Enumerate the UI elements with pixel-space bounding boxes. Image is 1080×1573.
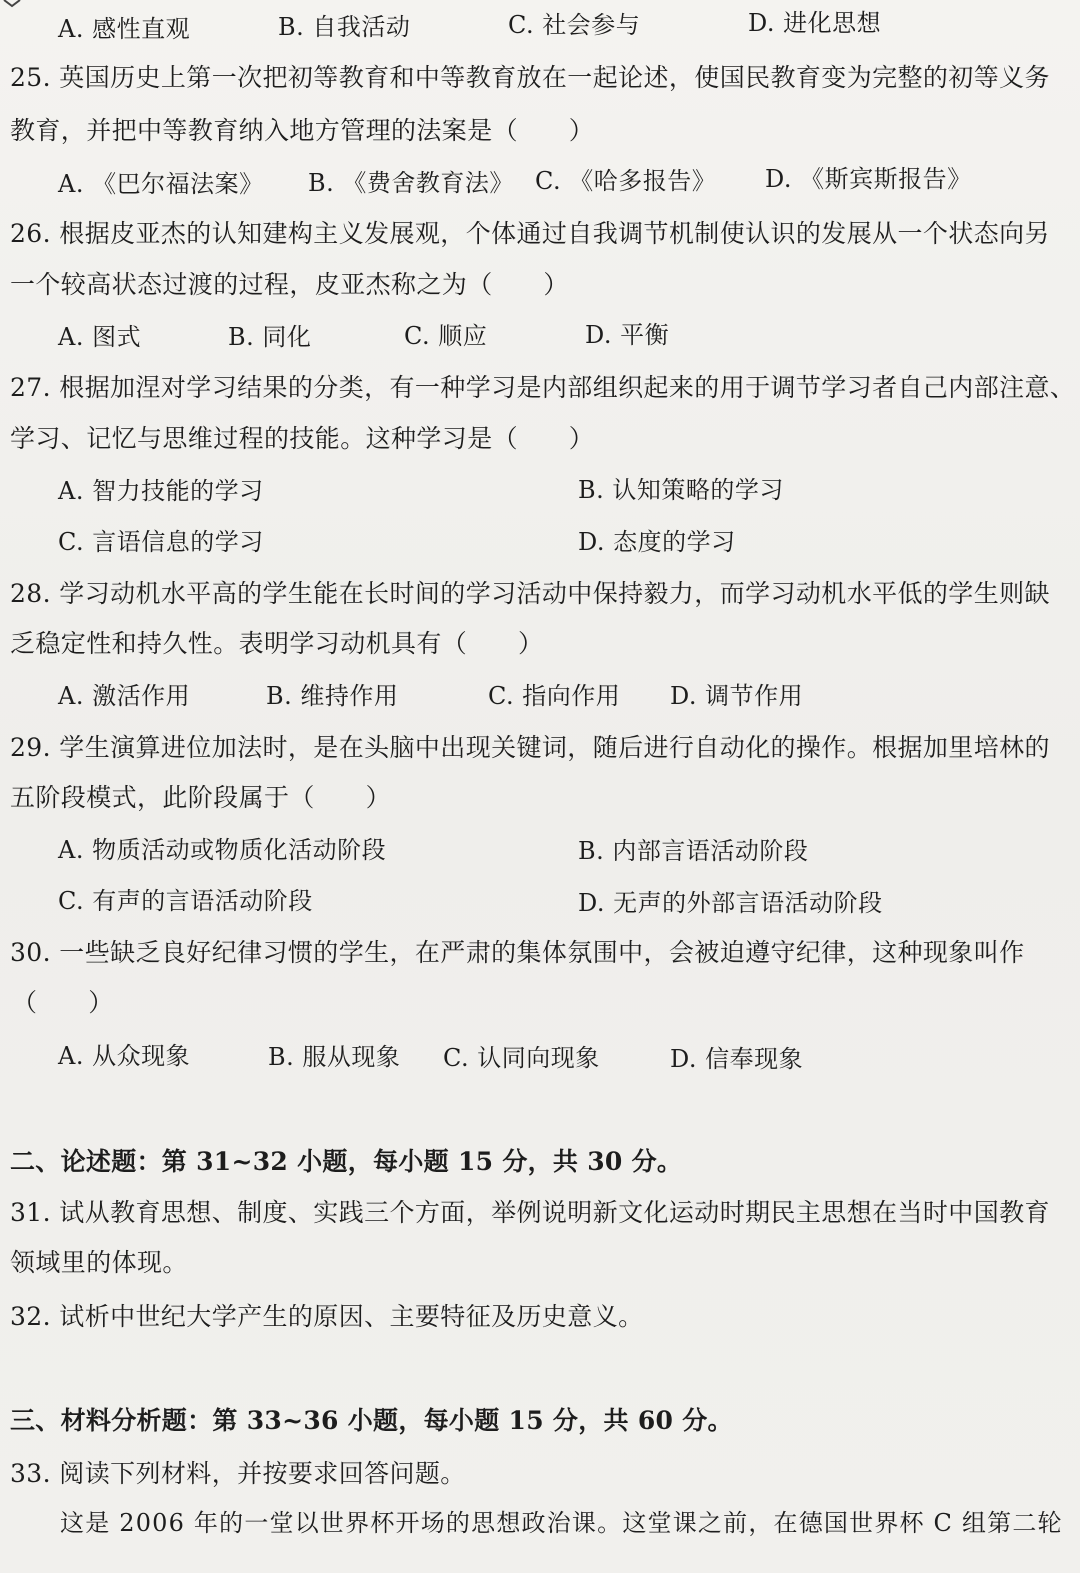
- q30-stem-line1: 30. 一些缺乏良好纪律习惯的学生，在严肃的集体氛围中，会被迫遵守纪律，这种现象叫作: [10, 938, 1025, 967]
- q26-option-a: A. 图式: [58, 323, 142, 351]
- q33-stem: 33. 阅读下列材料，并按要求回答问题。: [10, 1459, 466, 1488]
- q25-stem-line1: 25. 英国历史上第一次把初等教育和中等教育放在一起论述，使国民教育变为完整的初等义务: [10, 63, 1050, 92]
- q25-option-a: A. 《巴尔福法案》: [58, 170, 264, 198]
- q24-option-d: D. 进化思想: [748, 9, 882, 37]
- q24-option-c: C. 社会参与: [508, 11, 641, 39]
- q32-stem: 32. 试析中世纪大学产生的原因、主要特征及历史意义。: [10, 1302, 644, 1331]
- q26-option-d: D. 平衡: [585, 321, 670, 349]
- q25-option-c: C. 《哈多报告》: [535, 167, 717, 195]
- q25-option-b: B. 《费舍教育法》: [308, 169, 514, 197]
- q26-option-c: C. 顺应: [404, 322, 488, 350]
- q31-stem-line1: 31. 试从教育思想、制度、实践三个方面，举例说明新文化运动时期民主思想在当时中国教育: [10, 1198, 1050, 1227]
- q26-stem-line1: 26. 根据皮亚杰的认知建构主义发展观，个体通过自我调节机制使认识的发展从一个状态向另: [10, 219, 1050, 248]
- q29-option-a: A. 物质活动或物质化活动阶段: [58, 836, 387, 864]
- page-edge-mark: [0, 0, 40, 8]
- q26-option-b: B. 同化: [228, 323, 312, 351]
- q28-option-d: D. 调节作用: [670, 682, 804, 710]
- q24-option-b: B. 自我活动: [278, 13, 411, 41]
- q25-stem-line2: 教育，并把中等教育纳入地方管理的法案是（ ）: [10, 116, 595, 145]
- q30-option-a: A. 从众现象: [58, 1042, 191, 1070]
- section2-heading: 二、论述题：第 31~32 小题，每小题 15 分，共 30 分。: [10, 1147, 683, 1176]
- q27-stem-line2: 学习、记忆与思维过程的技能。这种学习是（ ）: [10, 424, 595, 453]
- q28-stem-line1: 28. 学习动机水平高的学生能在长时间的学习活动中保持毅力，而学习动机水平低的学生则缺: [10, 579, 1050, 608]
- q27-option-a: A. 智力技能的学习: [58, 477, 264, 505]
- q28-option-c: C. 指向作用: [488, 682, 621, 710]
- section3-heading: 三、材料分析题：第 33~36 小题，每小题 15 分，共 60 分。: [10, 1406, 733, 1435]
- q31-stem-line2: 领域里的体现。: [10, 1248, 188, 1277]
- q29-option-b: B. 内部言语活动阶段: [578, 837, 809, 865]
- q24-option-a: A. 感性直观: [58, 15, 191, 43]
- q30-option-b: B. 服从现象: [268, 1043, 401, 1071]
- q29-stem-line2: 五阶段模式，此阶段属于（ ）: [10, 783, 392, 812]
- q25-option-d: D. 《斯宾斯报告》: [765, 165, 972, 193]
- q28-option-b: B. 维持作用: [266, 682, 399, 710]
- q28-option-a: A. 激活作用: [58, 682, 191, 710]
- q27-option-b: B. 认知策略的学习: [578, 476, 784, 504]
- q27-option-d: D. 态度的学习: [578, 528, 736, 556]
- q27-option-c: C. 言语信息的学习: [58, 528, 264, 556]
- q28-stem-line2: 乏稳定性和持久性。表明学习动机具有（ ）: [10, 629, 544, 658]
- q30-option-d: D. 信奉现象: [670, 1045, 804, 1073]
- q33-material-line1: 这是 2006 年的一堂以世界杯开场的思想政治课。这堂课之前，在德国世界杯 C 组第二轮: [60, 1509, 1063, 1537]
- q27-stem-line1: 27. 根据加涅对学习结果的分类，有一种学习是内部组织起来的用于调节学习者自己内部注意、: [10, 373, 1076, 402]
- q26-stem-line2: 一个较高状态过渡的过程，皮亚杰称之为（ ）: [10, 270, 569, 299]
- q30-stem-line2: （ ）: [12, 988, 114, 1017]
- q29-option-d: D. 无声的外部言语活动阶段: [578, 889, 883, 917]
- q29-option-c: C. 有声的言语活动阶段: [58, 887, 313, 915]
- q29-stem-line1: 29. 学生演算进位加法时，是在头脑中出现关键词，随后进行自动化的操作。根据加里培林的: [10, 733, 1050, 762]
- q30-option-c: C. 认同向现象: [443, 1044, 600, 1072]
